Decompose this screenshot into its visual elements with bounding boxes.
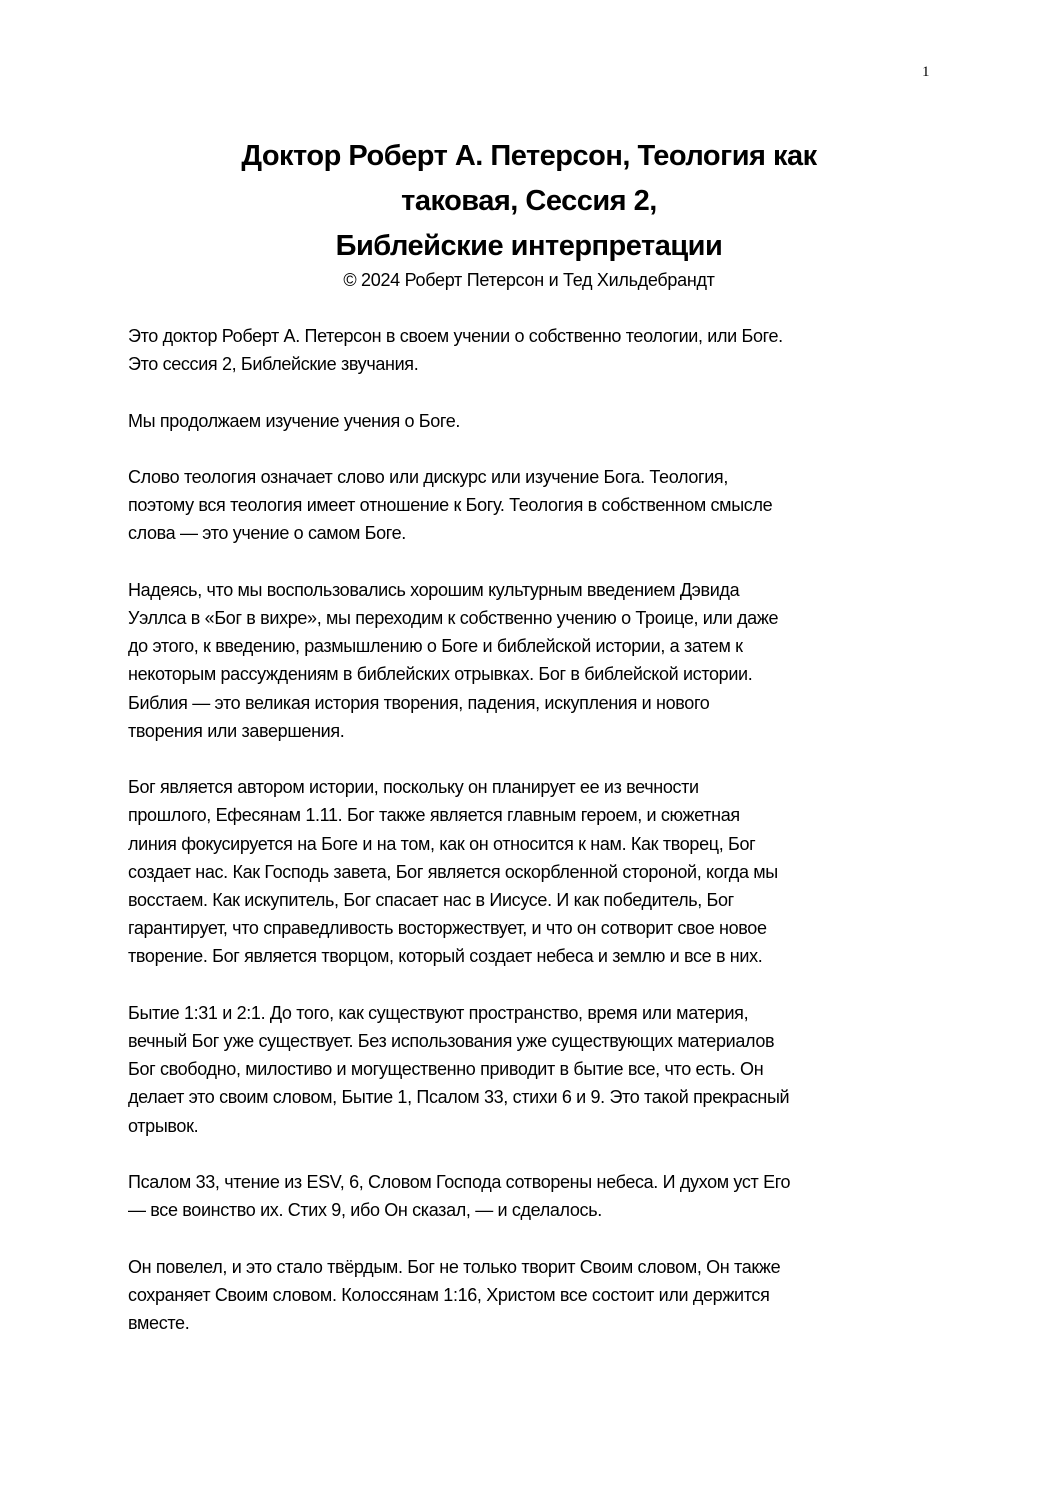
text-line: творение. Бог является творцом, который создает небеса и землю и все в них. bbox=[128, 946, 763, 967]
text-line: Уэллса в «Бог в вихре», мы переходим к собственно учению о Троице, или даже bbox=[128, 607, 779, 628]
text-line: Псалом 33, чтение из ESV, 6, Словом Господа сотворены небеса. И духом уст Его bbox=[128, 1172, 791, 1192]
text-line: Надеясь, что мы воспользовались хорошим культурным введением Дэвида bbox=[128, 579, 740, 600]
title-line: таковая, Сессия 2, bbox=[401, 185, 657, 217]
text-line: вечный Бог уже существует. Без использования уже существующих материалов bbox=[128, 1031, 775, 1051]
text-line: Бог является автором истории, поскольку он планирует ее из вечности bbox=[128, 777, 699, 798]
text-line: Это сессия 2, Библейские звучания. bbox=[128, 354, 419, 375]
text-line: создает нас. Как Господь завета, Бог является оскорбленной стороной, когда мы bbox=[128, 861, 778, 882]
text-line: Бог свободно, милостиво и могущественно приводит в бытие все, что есть. Он bbox=[128, 1059, 764, 1080]
text-line: Это доктор Роберт А. Петерсон в своем учении о собственно теологии, или Боге. bbox=[128, 326, 783, 346]
paragraph bbox=[128, 407, 938, 435]
paragraph bbox=[128, 322, 938, 378]
paragraph bbox=[128, 1253, 938, 1338]
paragraph bbox=[128, 773, 938, 970]
paragraph bbox=[128, 999, 938, 1140]
document-body bbox=[128, 322, 938, 1365]
text-line: делает это своим словом, Бытие 1, Псалом 33, стихи 6 и 9. Это такой прекрасный bbox=[128, 1087, 790, 1108]
text-line: поэтому вся теология имеет отношение к Богу. Теология в собственном смысле bbox=[128, 495, 773, 516]
text-line: Он повелел, и это стало твёрдым. Бог не только творит Своим словом, Он также bbox=[128, 1256, 781, 1277]
copyright-notice: © 2024 Роберт Петерсон и Тед Хильдебрандт bbox=[343, 270, 715, 290]
text-line: до этого, к введению, размышлению о Боге и библейской истории, а затем к bbox=[128, 636, 743, 657]
document-title bbox=[130, 134, 928, 269]
text-line: прошлого, Ефесянам 1.11. Бог также является главным героем, и сюжетная bbox=[128, 805, 740, 826]
text-line: Мы продолжаем изучение учения о Боге. bbox=[128, 410, 461, 431]
text-line: отрывок. bbox=[128, 1115, 199, 1136]
text-line: вместе. bbox=[128, 1313, 190, 1333]
text-line: Библия — это великая история творения, падения, искупления и нового bbox=[128, 692, 710, 713]
text-line: Бытие 1:31 и 2:1. До того, как существуют пространство, время или материя, bbox=[128, 1002, 749, 1023]
title-line: Доктор Роберт А. Петерсон, Теология как bbox=[241, 140, 817, 172]
text-line: Слово теология означает слово или дискурс или изучение Бога. Теология, bbox=[128, 466, 728, 487]
paragraph bbox=[128, 463, 938, 548]
text-line: линия фокусируется на Боге и на том, как он относится к нам. Как творец, Бог bbox=[128, 833, 756, 854]
text-line: слова — это учение о самом Боге. bbox=[128, 523, 406, 544]
page-number: 1 bbox=[922, 64, 930, 80]
title-line: Библейские интерпретации bbox=[335, 230, 723, 262]
text-line: — все воинство их. Стих 9, ибо Он сказал, — и сделалось. bbox=[128, 1200, 602, 1221]
text-line: некоторым рассуждениям в библейских отрывках. Бог в библейской истории. bbox=[128, 664, 753, 685]
text-line: сохраняет Своим словом. Колоссянам 1:16, Христом все состоит или держится bbox=[128, 1284, 770, 1305]
paragraph bbox=[128, 1168, 938, 1224]
text-line: творения или завершения. bbox=[128, 720, 345, 741]
text-line: гарантирует, что справедливость восторжествует, и что он сотворит свое новое bbox=[128, 918, 767, 939]
paragraph bbox=[128, 576, 938, 745]
text-line: восстаем. Как искупитель, Бог спасает нас в Иисусе. И как победитель, Бог bbox=[128, 890, 734, 910]
